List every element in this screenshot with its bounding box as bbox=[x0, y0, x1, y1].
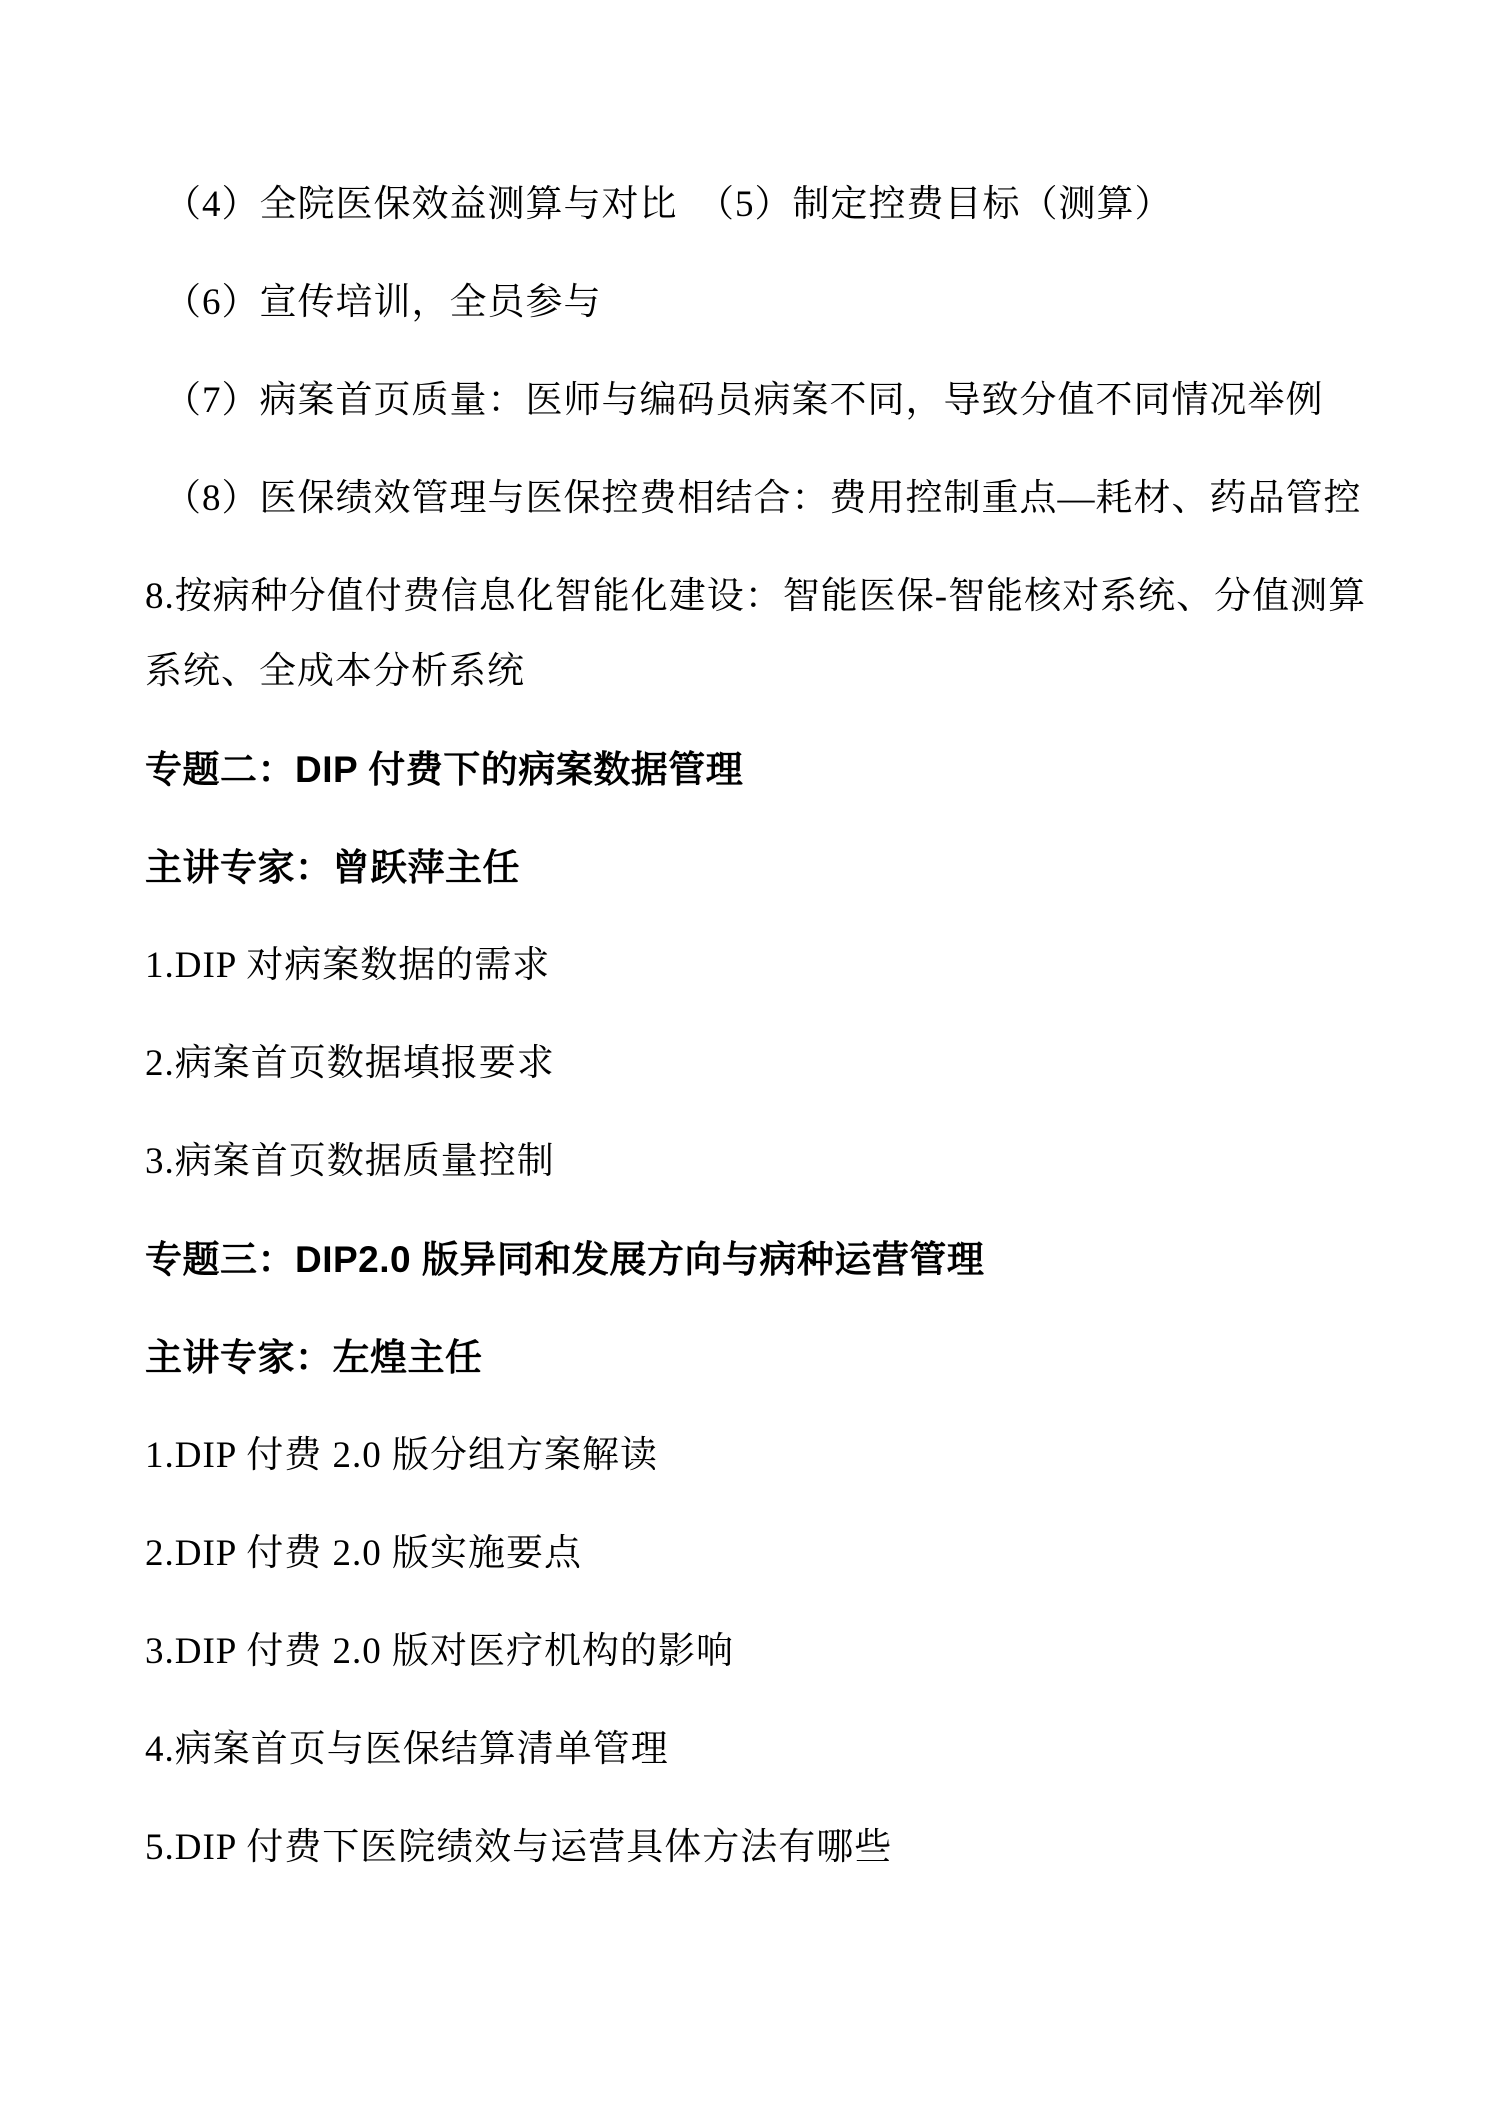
body-line: 3.病案首页数据质量控制 bbox=[145, 1141, 555, 1182]
body-line: 8.按病种分值付费信息化智能化建设：智能医保-智能核对系统、分值测算 bbox=[145, 576, 1367, 617]
body-line: （7）病案首页质量：医师与编码员病案不同，导致分值不同情况举例 bbox=[164, 380, 1324, 421]
body-line: 1.DIP 对病案数据的需求 bbox=[145, 945, 551, 986]
body-line: 3.DIP 付费 2.0 版对医疗机构的影响 bbox=[145, 1631, 734, 1672]
body-line: 2.DIP 付费 2.0 版实施要点 bbox=[145, 1533, 582, 1574]
body-line: 2.病案首页数据填报要求 bbox=[145, 1043, 555, 1084]
body-line: 4.病案首页与医保结算清单管理 bbox=[145, 1729, 669, 1770]
heading-line: 专题三：DIP2.0 版异同和发展方向与病种运营管理 bbox=[145, 1239, 985, 1280]
heading-line: 专题二：DIP 付费下的病案数据管理 bbox=[145, 749, 744, 790]
document-body bbox=[145, 167, 1380, 1885]
heading-line: 主讲专家：左煌主任 bbox=[145, 1337, 483, 1378]
body-line: （6）宣传培训，全员参与 bbox=[164, 282, 602, 323]
body-line: 系统、全成本分析系统 bbox=[145, 651, 525, 692]
body-line: 5.DIP 付费下医院绩效与运营具体方法有哪些 bbox=[145, 1827, 893, 1868]
body-line: （8）医保绩效管理与医保控费相结合：费用控制重点—耗材、药品管控 bbox=[164, 478, 1362, 519]
body-line: （4）全院医保效益测算与对比 （5）制定控费目标（测算） bbox=[164, 184, 1173, 225]
body-line: 1.DIP 付费 2.0 版分组方案解读 bbox=[145, 1435, 658, 1476]
heading-line: 主讲专家：曾跃萍主任 bbox=[145, 847, 520, 888]
